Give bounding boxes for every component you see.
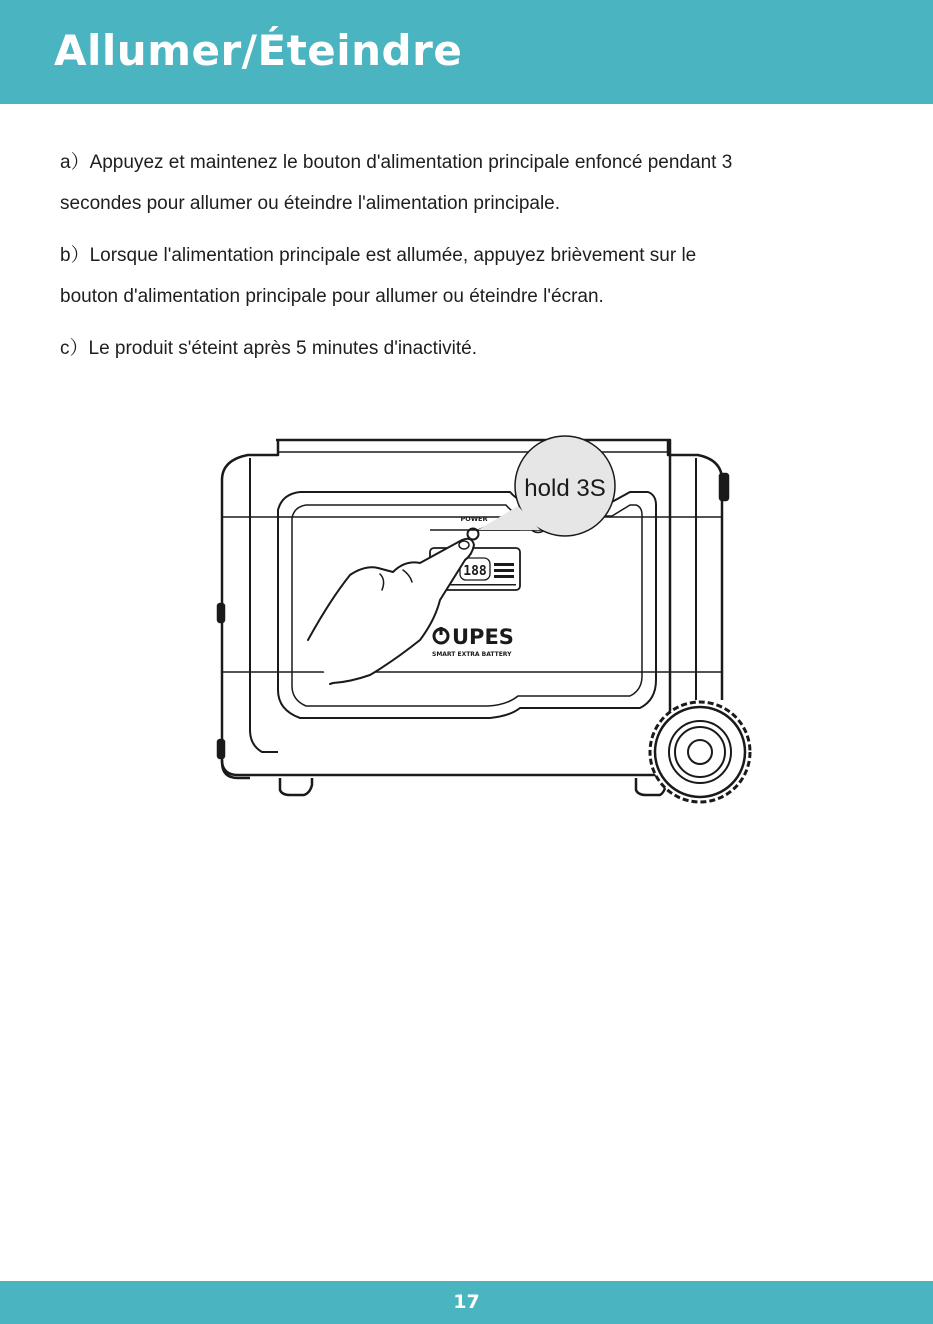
power-label: POWER <box>460 515 488 523</box>
instruction-line: a）Appuyez et maintenez le bouton d'alimentation principale enfoncé pendant 3 <box>60 152 733 173</box>
pointing-hand <box>308 539 474 684</box>
wheel <box>650 702 750 802</box>
instruction-line: bouton d'alimentation principale pour allumer ou éteindre l'écran. <box>60 286 604 307</box>
battery-illustration <box>210 425 770 805</box>
brand-logo <box>432 625 514 658</box>
callout-bubble <box>478 436 615 536</box>
instruction-line: secondes pour allumer ou éteindre l'alimentation principale. <box>60 193 561 214</box>
callout-text: hold 3S <box>524 475 606 502</box>
page-number: 17 <box>453 1291 480 1313</box>
footer-bar <box>0 1281 933 1324</box>
brand-tagline: SMART EXTRA BATTERY <box>432 651 512 658</box>
page-title: Allumer/Éteindre <box>54 26 463 75</box>
instruction-line: c）Le produit s'éteint après 5 minutes d'inactivité. <box>60 338 478 359</box>
instruction-line: b）Lorsque l'alimentation principale est allumée, appuyez brièvement sur le <box>60 245 697 266</box>
brand-name: UPES <box>452 625 514 649</box>
header-bar <box>0 0 933 104</box>
display-digits: 188 <box>463 564 487 579</box>
